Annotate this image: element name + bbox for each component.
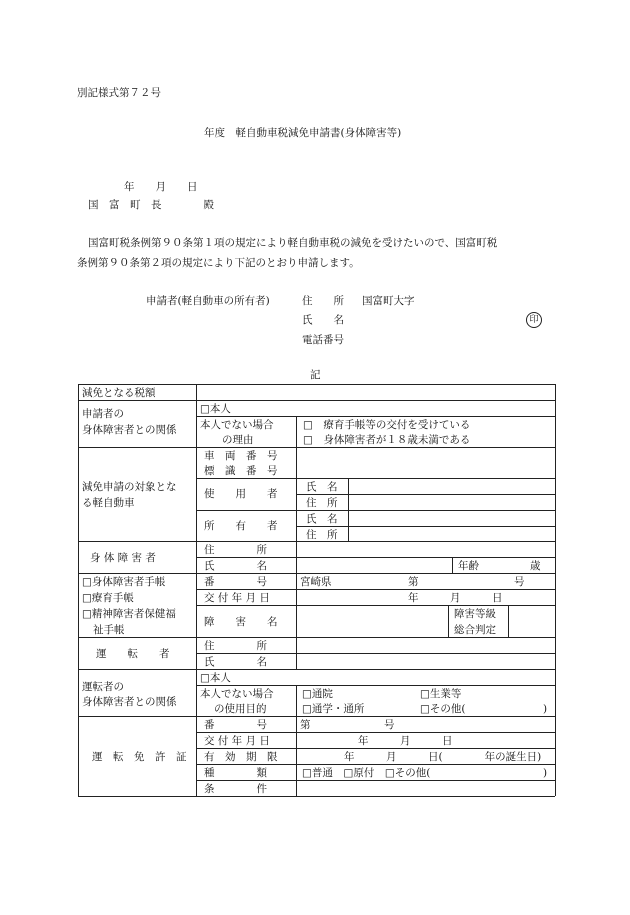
- driver-address-label: 住 所: [204, 640, 267, 652]
- license-valid-label: 有 効 期 限: [204, 751, 278, 763]
- user-address-label: 住 所: [306, 497, 338, 509]
- address-value: 国富町大字: [362, 295, 415, 307]
- driver-name-label: 氏 名: [204, 656, 267, 668]
- license-kind-label: 種 類: [204, 767, 267, 779]
- addressee: 国 富 町 長 殿: [88, 199, 214, 211]
- cert-issue-date-value: 年 月 日: [408, 592, 503, 604]
- driver-relation-b: 身体障害者との関係: [82, 696, 177, 708]
- cert-mental-label-b: 祉手帳: [93, 624, 125, 636]
- form-title: 年度 軽自動車税減免申請書(身体障害等): [204, 127, 402, 139]
- prefecture-label: 宮崎県: [300, 576, 332, 588]
- license-number-value: 第 号: [300, 719, 395, 731]
- vehicle-label-a: 減免申請の対象とな: [82, 481, 177, 493]
- license-kind-checkboxes[interactable]: □普通 □原付 □その他(: [302, 767, 431, 779]
- license-number-label: 番 号: [204, 719, 267, 731]
- driver-relation-a: 運転者の: [82, 681, 124, 693]
- go-label: 号: [514, 576, 525, 588]
- not-self-label-b: の理由: [222, 434, 254, 446]
- purpose-other-checkbox[interactable]: □その他(: [420, 703, 466, 715]
- license-issue-label: 交 付 年 月 日: [204, 735, 270, 747]
- age-label: 年齢: [458, 560, 479, 572]
- body-text-line1: 国富町税条例第９０条第１項の規定により軽自動車税の減免を受けたいので、国富町税: [88, 237, 498, 249]
- vehicle-label-b: る軽自動車: [82, 497, 135, 509]
- purpose-school-checkbox[interactable]: □通学・通所: [302, 703, 365, 715]
- body-text-line2: 条例第９０条第２項の規定により下記のとおり申請します。: [77, 257, 360, 269]
- grade-label-b: 総合判定: [454, 624, 496, 636]
- not-self-label-a: 本人でない場合: [200, 419, 274, 431]
- purpose-label-a: 本人でない場合: [200, 688, 274, 700]
- owner-name-label: 氏 名: [306, 513, 338, 525]
- seal-mark: 印: [526, 312, 542, 328]
- license-condition-label: 条 件: [204, 783, 267, 795]
- license-label: 運 転 免 許 証: [92, 751, 187, 763]
- tax-amount-label: 減免となる税額: [82, 387, 156, 399]
- purpose-other-close: ): [543, 703, 548, 715]
- user-label: 使 用 者: [204, 488, 278, 500]
- license-kind-close: ): [543, 767, 548, 779]
- relation-label-b: 身体障害者との関係: [82, 424, 177, 436]
- application-date: 年 月 日: [124, 181, 198, 193]
- disabled-name-label: 氏 名: [204, 560, 267, 572]
- address-label: 住 所: [302, 295, 344, 307]
- applicant-label: 申請者(軽自動車の所有者): [146, 295, 270, 307]
- plate-label-b: 標 識 番 号: [204, 465, 278, 477]
- driver-self-checkbox[interactable]: □本人: [200, 672, 231, 684]
- license-issue-value: 年 月 日: [358, 735, 453, 747]
- owner-label: 所 有 者: [204, 520, 278, 532]
- reason-minor-checkbox[interactable]: □ 身体障害者が１８歳未満である: [303, 434, 471, 446]
- cert-physical-checkbox[interactable]: □身体障害者手帳: [82, 576, 166, 588]
- cert-number-label: 番 号: [204, 576, 267, 588]
- purpose-work-checkbox[interactable]: □生業等: [420, 688, 462, 700]
- cert-rehab-checkbox[interactable]: □療育手帳: [82, 592, 134, 604]
- self-checkbox[interactable]: □本人: [200, 403, 231, 415]
- owner-address-label: 住 所: [306, 529, 338, 541]
- form-number: 別記様式第７２号: [77, 87, 161, 99]
- license-valid-value: 年 月 日( 年の誕生日): [344, 751, 542, 763]
- cert-mental-checkbox[interactable]: □精神障害者保健福: [82, 608, 176, 620]
- grade-label-a: 障害等級: [454, 608, 496, 620]
- ki-heading: 記: [310, 369, 321, 381]
- disabled-person-label: 身 体 障 害 者: [90, 552, 156, 564]
- driver-label: 運 転 者: [96, 648, 170, 660]
- purpose-hospital-checkbox[interactable]: □通院: [302, 688, 333, 700]
- purpose-label-b: の使用目的: [214, 703, 267, 715]
- dai-label: 第: [408, 576, 419, 588]
- disability-name-label: 障 害 名: [204, 616, 278, 628]
- reason-rehab-checkbox[interactable]: □ 療育手帳等の交付を受けている: [303, 419, 471, 431]
- name-label: 氏 名: [302, 314, 344, 326]
- cert-issue-date-label: 交 付 年 月 日: [204, 592, 270, 604]
- user-name-label: 氏 名: [306, 481, 338, 493]
- phone-label: 電話番号: [302, 334, 344, 346]
- plate-label-a: 車 両 番 号: [204, 450, 278, 462]
- relation-label-a: 申請者の: [82, 408, 124, 420]
- age-unit: 歳: [530, 560, 541, 572]
- disabled-address-label: 住 所: [204, 544, 267, 556]
